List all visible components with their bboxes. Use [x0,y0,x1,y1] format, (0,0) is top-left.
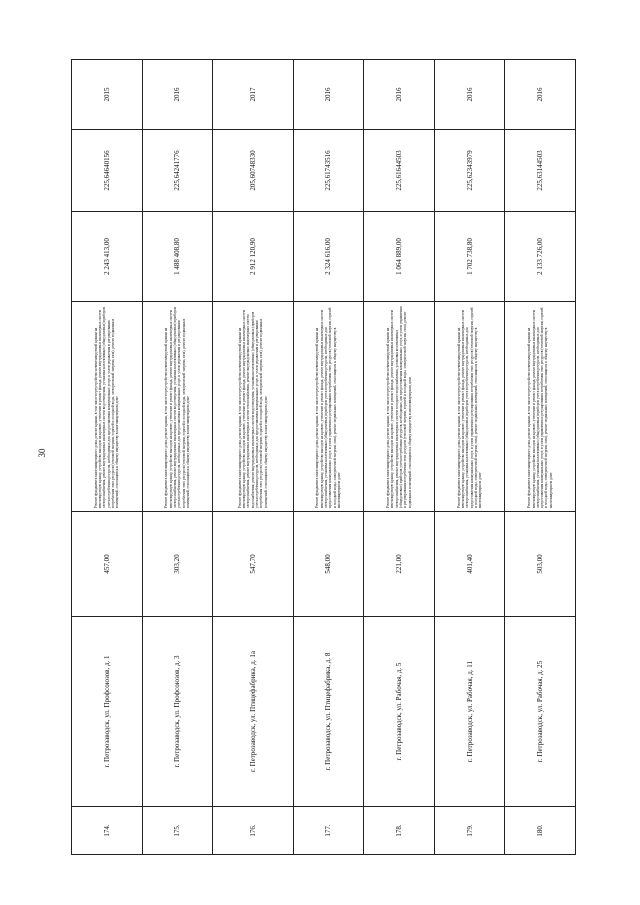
table-row [293,60,364,855]
ratio-cell: 225,62343979 [434,130,505,212]
address-cell: г. Петрозаводск, ул. Рабочая, д. 5 [364,617,435,807]
works-cell: Ремонт фундамента многоквартирного дома, ремонт крыши, в том числе переустройство невентилируемой крыши на вентилируемую крышу, устройство выходов на кровлю, утепление и ремонт фасада, ремонт внутридомовых инженерных систем электроснабжения, установка коллективных (общедомовых) приборов учета потребления ресурсов, необходимых для предоставления коммунальных услуг, и узлов управления и регулирования потребления этих ресурсов (тепловой энергии, горячей и холодной воды, электрической энергии, газа), ремонт подвальных помещений, относящихся к общему имуществу в многоквартирном доме [505,302,576,512]
row-number: 179. [434,807,505,855]
row-number: 177. [293,807,364,855]
works-cell: Ремонт фундамента многоквартирного дома, ремонт крыши, в том числе переустройство невентилируемой крыши на вентилируемую крышу, устройство выходов на кровлю, утепление и ремонт фасада, ремонт внутридомовых инженерных систем электроснабжения, ремонт внутридомовых инженерных систем водоотведения, установка коллективных (общедомовых) приборов учета потребления ресурсов, необходимых для предоставления коммунальных услуг, и узлов управления и регулирования потребления этих ресурсов (тепловой энергии, горячей и холодной воды, электрической энергии, газа), ремонт подвальных помещений, относящихся к общему имуществу в многоквартирном доме [72,302,143,512]
year-cell: 2017 [213,60,293,130]
year-cell: 2015 [72,60,143,130]
rotated-table-frame [71,60,576,855]
area-cell: 547,70 [213,512,293,617]
row-number: 176. [213,807,293,855]
ratio-cell: 205,60748330 [213,130,293,212]
address-cell: г. Петрозаводск, ул. Птицефабрика, д. 8 [293,617,364,807]
table-row [72,60,143,855]
table-row [213,60,293,855]
area-cell: 457,00 [72,512,143,617]
ratio-cell: 225,61743516 [293,130,364,212]
registry-table-container [71,60,640,837]
works-cell: Ремонт фундамента многоквартирного дома, ремонт крыши, в том числе переустройство невентилируемой крыши на вентилируемую крышу, устройство выходов на кровлю, утепление и ремонт фасада, ремонт внутридомовых инженерных систем электроснабжения, установка коллективных (общедомовых) приборов учета потребления ресурсов, необходимых для предоставления коммунальных услуг, и узлов управления и регулирования потребления этих ресурсов (тепловой энергии, горячей и холодной воды, электрической энергии, газа), ремонт подвальных помещений, относящихся к общему имуществу в многоквартирном доме [293,302,364,512]
address-cell: г. Петрозаводск, ул. Рабочая, д. 11 [434,617,505,807]
table-row [364,60,435,855]
table-row [142,60,213,855]
cost-cell: 2 243 413,00 [72,212,143,302]
area-cell: 221,00 [364,512,435,617]
ratio-cell: 225,63144503 [505,130,576,212]
registry-table-body [72,60,576,855]
area-cell: 503,00 [505,512,576,617]
year-cell: 2016 [293,60,364,130]
table-row [505,60,576,855]
year-cell: 2016 [434,60,505,130]
cost-cell: 2 133 726,00 [505,212,576,302]
ratio-cell: 225,64241776 [142,130,213,212]
ratio-cell: 225,61644503 [364,130,435,212]
year-cell: 2016 [364,60,435,130]
year-cell: 2016 [142,60,213,130]
cost-cell: 1 064 889,00 [364,212,435,302]
row-number: 174. [72,807,143,855]
cost-cell: 1 702 738,80 [434,212,505,302]
row-number: 180. [505,807,576,855]
works-cell: Ремонт фундамента многоквартирного дома, ремонт крыши, в том числе переустройство невентилируемой крыши на вентилируемую крышу, устройство выходов на кровлю, утепление и ремонт фасада, ремонт внутридомовых инженерных систем электроснабжения, ремонт внутридомовых инженерных систем теплоснабжения, ремонт внутридомовых инженерных систем водоснабжения, ремонт внутридомовых инженерных систем водоотведения, установка коллективных (общедомовых) приборов учета потребления ресурсов, необходимых для предоставления коммунальных услуг, и узлов управления и регулирования потребления этих ресурсов (тепловой энергии, горячей и холодной воды, электрической энергии, газа), ремонт подвальных помещений, относящихся к общему имуществу в многоквартирном доме [213,302,293,512]
address-cell: г. Петрозаводск, ул. Профсоюзов, д. 3 [142,617,213,807]
year-cell: 2016 [505,60,576,130]
table-row [434,60,505,855]
area-cell: 303,20 [142,512,213,617]
row-number: 175. [142,807,213,855]
address-cell: г. Петрозаводск, ул. Птицефабрика, д. 1а [213,617,293,807]
cost-cell: 2 912 120,90 [213,212,293,302]
area-cell: 548,00 [293,512,364,617]
row-number: 178. [364,807,435,855]
ratio-cell: 225,64640156 [72,130,143,212]
works-cell: Ремонт фундамента многоквартирного дома, ремонт крыши, в том числе переустройство невентилируемой крыши на вентилируемую крышу, устройство выходов на кровлю, утепление и ремонт фасада, ремонт внутридомовых инженерных систем электроснабжения, установка коллективных (общедомовых) приборов учета потребления ресурсов, необходимых для предоставления коммунальных услуг, и узлов управления и регулирования потребления этих ресурсов (тепловой энергии, горячей и холодной воды, электрической энергии, газа), ремонт подвальных помещений, относящихся к общему имуществу в многоквартирном доме [434,302,505,512]
works-cell: Ремонт фундамента многоквартирного дома, ремонт крыши, в том числе переустройство невентилируемой крыши на вентилируемую крышу, устройство выходов на кровлю, утепление и ремонт фасада, ремонт внутридомовых инженерных систем электроснабжения, ремонт внутридомовых инженерных систем водоотведения, установка коллективных (общедомовых) приборов учета потребления ресурсов, необходимых для предоставления коммунальных услуг, и узлов управления и регулирования потребления этих ресурсов (тепловой энергии, горячей и холодной воды, электрической энергии, газа), ремонт подвальных помещений, относящихся к общему имуществу в многоквартирном доме [142,302,213,512]
address-cell: г. Петрозаводск, ул. Рабочая, д. 25 [505,617,576,807]
page-number: 30 [37,448,47,458]
works-cell: Ремонт фундамента многоквартирного дома, ремонт крыши, в том числе переустройство невентилируемой крыши на вентилируемую крышу, устройство выходов на кровлю, утепление и ремонт фасада, ремонт внутридомовых инженерных систем электроснабжения, ремонт внутридомовых инженерных систем холодного водоснабжения, установка коллективных (общедомовых) приборов учета потребления ресурсов, необходимых для предоставления коммунальных услуг, и узлов управления и регулирования потребления этих ресурсов (тепловой энергии, горячей и холодной воды, электрической энергии, газа), ремонт подвальных помещений, относящихся к общему имуществу в многоквартирном доме [364,302,435,512]
address-cell: г. Петрозаводск, ул. Профсоюзов, д. 1 [72,617,143,807]
registry-table [71,59,576,855]
cost-cell: 2 324 616,00 [293,212,364,302]
area-cell: 401,40 [434,512,505,617]
cost-cell: 1 488 408,80 [142,212,213,302]
